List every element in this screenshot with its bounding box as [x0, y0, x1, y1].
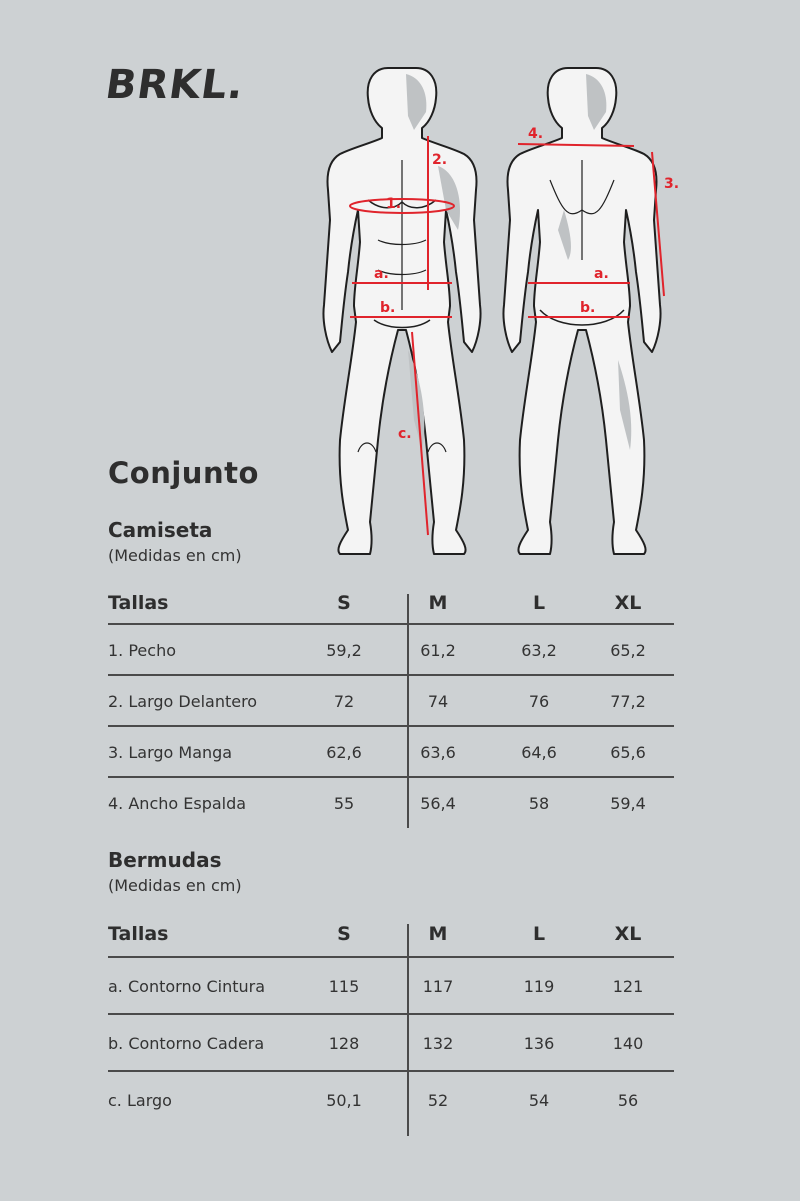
table-cell: 65,2 [610, 641, 646, 660]
bermudas-note: (Medidas en cm) [108, 876, 242, 895]
table-row [108, 778, 674, 829]
label-b-back: b. [580, 300, 596, 316]
label-4: 4. [528, 126, 544, 142]
table-cell: 56 [617, 1091, 639, 1110]
table-cell: 59,4 [610, 794, 646, 813]
table-cell: 63,6 [420, 743, 456, 762]
body-measurement-figures [318, 60, 698, 565]
table-cell: 74 [427, 692, 449, 711]
row-label: c. Largo [108, 1091, 172, 1110]
camiseta-heading: Camiseta [108, 518, 213, 542]
label-a-back: a. [594, 266, 609, 282]
table-row [108, 958, 674, 1015]
brand-logo: BRKL. [102, 62, 248, 108]
column-header: Tallas [108, 923, 169, 945]
label-c: c. [398, 426, 412, 442]
camiseta-note: (Medidas en cm) [108, 546, 242, 565]
column-divider [407, 594, 409, 828]
column-header: XL [614, 923, 642, 945]
row-label: a. Contorno Cintura [108, 977, 266, 996]
bermudas-heading: Bermudas [108, 848, 222, 872]
table-cell: 119 [523, 977, 555, 996]
column-header: S [337, 923, 351, 945]
column-header: S [337, 591, 351, 614]
table-row [108, 727, 674, 778]
camiseta-table [108, 580, 674, 829]
column-header: M [428, 591, 448, 614]
label-b-front: b. [380, 300, 396, 316]
table-cell: 58 [528, 794, 550, 813]
table-header-row [108, 580, 674, 625]
table-cell: 77,2 [610, 692, 646, 711]
table-cell: 117 [422, 977, 454, 996]
label-3: 3. [664, 176, 680, 192]
bermudas-table [108, 910, 674, 1129]
table-cell: 59,2 [326, 641, 362, 660]
table-cell: 72 [333, 692, 355, 711]
table-header-row [108, 910, 674, 958]
row-label: 3. Largo Manga [108, 743, 233, 762]
label-1: 1. [386, 196, 402, 212]
row-label: 4. Ancho Espalda [108, 794, 247, 813]
table-cell: 65,6 [610, 743, 646, 762]
column-header: L [532, 923, 546, 945]
table-cell: 132 [422, 1034, 454, 1053]
table-cell: 62,6 [326, 743, 362, 762]
table-cell: 54 [528, 1091, 550, 1110]
label-a-front: a. [374, 266, 389, 282]
table-cell: 56,4 [420, 794, 456, 813]
row-label: 2. Largo Delantero [108, 692, 258, 711]
table-cell: 63,2 [521, 641, 557, 660]
table-cell: 52 [427, 1091, 449, 1110]
column-header: XL [614, 591, 642, 614]
table-row [108, 1072, 674, 1129]
row-label: b. Contorno Cadera [108, 1034, 265, 1053]
column-header: M [428, 923, 448, 945]
table-cell: 64,6 [521, 743, 557, 762]
table-cell: 121 [612, 977, 644, 996]
table-cell: 128 [328, 1034, 360, 1053]
row-label: 1. Pecho [108, 641, 176, 660]
page-title: Conjunto [108, 456, 259, 490]
front-figure [323, 68, 480, 554]
table-cell: 136 [523, 1034, 555, 1053]
table-row [108, 1015, 674, 1072]
table-cell: 55 [333, 794, 355, 813]
table-row [108, 676, 674, 727]
table-cell: 76 [528, 692, 550, 711]
table-row [108, 625, 674, 676]
column-header: L [532, 591, 546, 614]
column-divider [407, 924, 409, 1136]
table-cell: 115 [328, 977, 360, 996]
table-cell: 50,1 [326, 1091, 362, 1110]
table-cell: 61,2 [420, 641, 456, 660]
label-2: 2. [432, 152, 448, 168]
table-cell: 140 [612, 1034, 644, 1053]
column-header: Tallas [108, 591, 169, 614]
